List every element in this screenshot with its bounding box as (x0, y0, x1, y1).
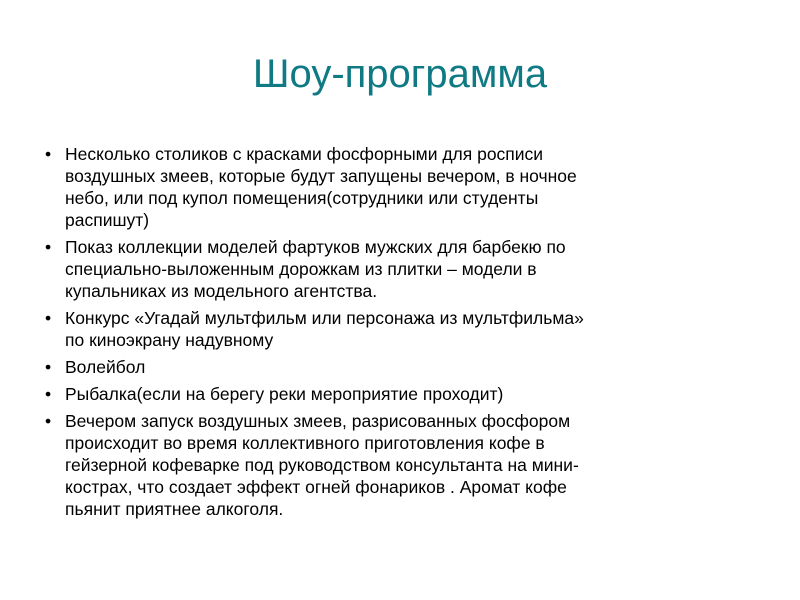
bullet-dot-icon: • (45, 144, 52, 164)
bullet-text: Несколько столиков с красками фосфорными для росписи воздушных змеев, которые будут запущены вечером, в ночное небо, или под купол помещения(сотрудники или студенты распишут) (65, 144, 577, 230)
bullet-list (45, 143, 745, 525)
slide-title: Шоу-программа (252, 52, 548, 96)
bullet-item (45, 307, 745, 351)
bullet-text: Конкурс «Угадай мультфильм или персонажа из мультфильма» по киноэкрану надувному (65, 308, 584, 350)
bullet-dot-icon: • (45, 384, 52, 404)
bullet-item (45, 236, 745, 302)
bullet-dot-icon: • (45, 237, 52, 257)
bullet-item (45, 356, 745, 378)
bullet-text: Вечером запуск воздушных змеев, разрисованных фосфором происходит во время коллективного приготовления кофе в гейзерной кофеварке под руководством консультанта на мини- кострах, что создает эффект огней фонариков . Аромат кофе пьянит приятнее алкоголя. (65, 411, 579, 519)
bullet-dot-icon: • (45, 357, 52, 377)
bullet-dot-icon: • (45, 411, 52, 431)
bullet-text: Рыбалка(если на берегу реки мероприятие проходит) (65, 384, 504, 404)
bullet-item (45, 383, 745, 405)
bullet-dot-icon: • (45, 308, 52, 328)
bullet-item (45, 410, 745, 520)
bullet-text: Волейбол (65, 357, 146, 377)
bullet-text: Показ коллекции моделей фартуков мужских для барбекю по специально-выложенным дорожкам из плитки – модели в купальниках из модельного агентства. (65, 237, 566, 301)
bullet-item (45, 143, 745, 231)
